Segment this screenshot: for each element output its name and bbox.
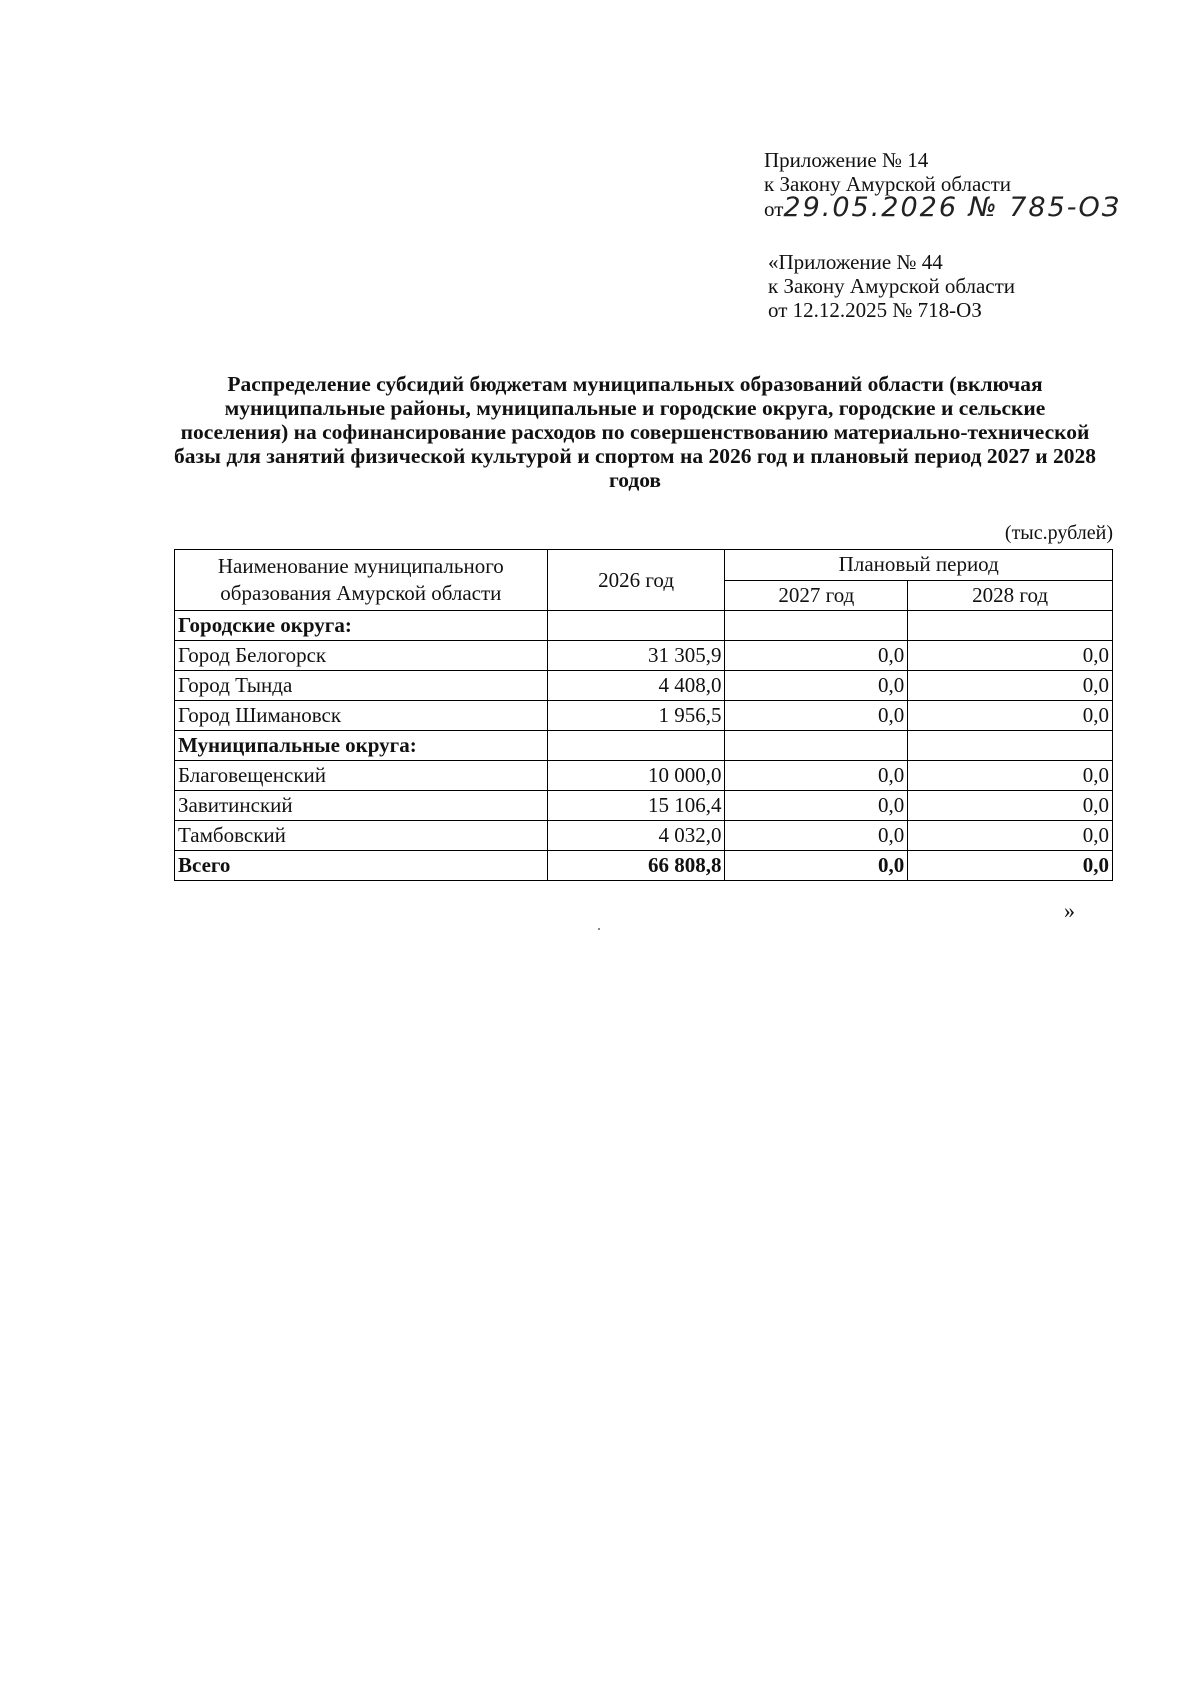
table-row	[175, 821, 1113, 851]
table-row	[175, 791, 1113, 821]
row-2027: 0,0	[725, 671, 908, 701]
annex-old-header	[768, 250, 1015, 322]
row-name: Город Шимановск	[175, 701, 548, 731]
group-row	[175, 731, 1113, 761]
group-label: Городские округа:	[175, 611, 548, 641]
table-header-row	[175, 550, 1113, 581]
annex-old-number: «Приложение № 44	[768, 250, 943, 274]
annex-number: Приложение № 14	[764, 148, 929, 172]
annex-law: к Закону Амурской области	[764, 172, 1012, 196]
table-row	[175, 641, 1113, 671]
row-2027: 0,0	[725, 761, 908, 791]
closing-quote: »	[1064, 898, 1075, 923]
table-row	[175, 671, 1113, 701]
group-row	[175, 611, 1113, 641]
scan-speck	[598, 928, 600, 930]
annex-date-line	[764, 192, 1122, 223]
unit-label: (тыс.рублей)	[1004, 522, 1113, 544]
total-2026: 66 808,8	[547, 851, 725, 881]
row-2028: 0,0	[908, 701, 1113, 731]
row-2026: 15 106,4	[547, 791, 725, 821]
header-name: Наименование муниципального образования Амурской области	[175, 550, 548, 611]
row-2026: 31 305,9	[547, 641, 725, 671]
row-2027: 0,0	[725, 791, 908, 821]
total-row	[175, 851, 1113, 881]
annex-old-date: от 12.12.2025 № 718-ОЗ	[768, 298, 982, 322]
table-row	[175, 761, 1113, 791]
row-2027: 0,0	[725, 701, 908, 731]
row-name: Тамбовский	[175, 821, 548, 851]
annex-header	[764, 148, 1121, 221]
row-2028: 0,0	[908, 761, 1113, 791]
row-2028: 0,0	[908, 791, 1113, 821]
document-title: Распределение субсидий бюджетам муниципальных образований области (включая муниципальные районы, муниципальные и городские округа, городские и сельские поселения) на софинансирование расходов по совершенствованию материально-технической базы для занятий физической культурой и спортом на 2026 год и плановый период 2027 и 2028 годов	[174, 372, 1096, 492]
row-2026: 1 956,5	[547, 701, 725, 731]
row-name: Город Белогорск	[175, 641, 548, 671]
annex-old-law: к Закону Амурской области	[768, 274, 1016, 298]
total-label: Всего	[175, 851, 548, 881]
group-label: Муниципальные округа:	[175, 731, 548, 761]
row-2026: 4 032,0	[547, 821, 725, 851]
handwritten-date-number: 29.05.2026 № 785-ОЗ	[783, 192, 1122, 223]
subsidy-table	[174, 549, 1113, 881]
row-2026: 4 408,0	[547, 671, 725, 701]
header-planned: Плановый период	[725, 550, 1113, 581]
row-2027: 0,0	[725, 641, 908, 671]
header-2026: 2026 год	[547, 550, 725, 611]
row-name: Благовещенский	[175, 761, 548, 791]
row-2028: 0,0	[908, 641, 1113, 671]
row-2028: 0,0	[908, 671, 1113, 701]
row-2027: 0,0	[725, 821, 908, 851]
total-2028: 0,0	[908, 851, 1113, 881]
total-2027: 0,0	[725, 851, 908, 881]
row-2028: 0,0	[908, 821, 1113, 851]
row-2026: 10 000,0	[547, 761, 725, 791]
row-name: Завитинский	[175, 791, 548, 821]
header-2028: 2028 год	[908, 580, 1113, 611]
annex-date-prefix: от	[764, 197, 784, 221]
row-name: Город Тында	[175, 671, 548, 701]
table-row	[175, 701, 1113, 731]
header-2027: 2027 год	[725, 580, 908, 611]
